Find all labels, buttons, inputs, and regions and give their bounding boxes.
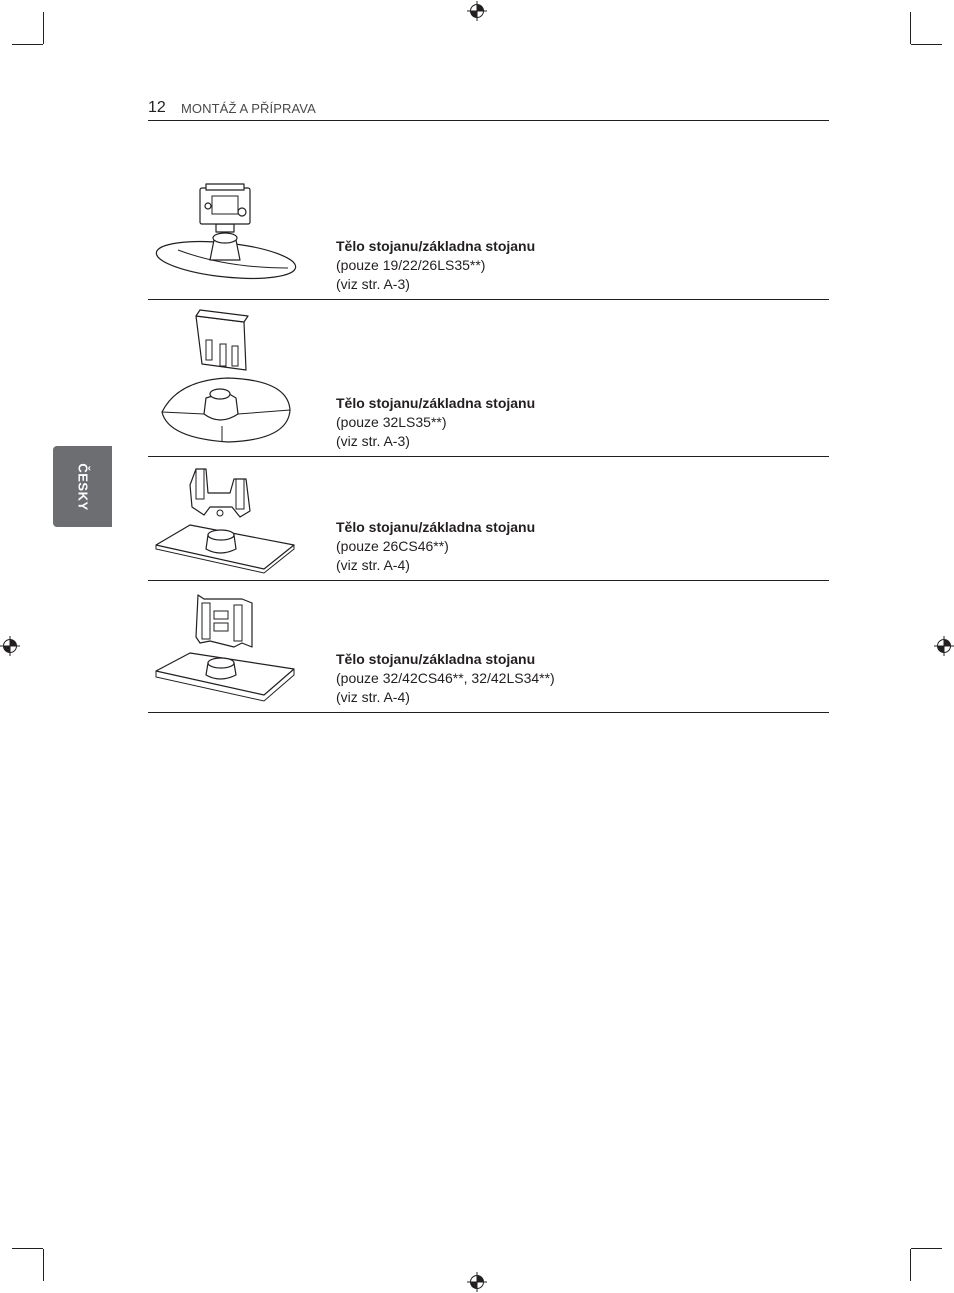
- language-tab-label: ČESKY: [75, 462, 90, 511]
- item-reference: (viz str. A-4): [336, 689, 410, 705]
- stand-body-base-rounded-icon: [148, 300, 318, 456]
- stand-body-base-large-rectangular-icon: [148, 581, 318, 712]
- item-title: Tělo stojanu/základna stojanu: [336, 519, 536, 535]
- item-models: (pouze 19/22/26LS35**): [336, 257, 486, 273]
- registration-mark-icon: [467, 1272, 487, 1292]
- item-reference: (viz str. A-3): [336, 276, 410, 292]
- page-number: 12: [148, 99, 166, 116]
- crop-mark: [910, 1249, 911, 1281]
- item-models: (pouze 32/42CS46**, 32/42LS34**): [336, 670, 555, 686]
- item-reference: (viz str. A-3): [336, 433, 410, 449]
- parts-row: [148, 457, 829, 581]
- item-title: Tělo stojanu/základna stojanu: [336, 395, 536, 411]
- parts-row: [148, 581, 829, 713]
- stand-body-base-oval-icon: [148, 180, 318, 299]
- parts-row: [148, 180, 829, 300]
- item-title: Tělo stojanu/základna stojanu: [336, 238, 536, 254]
- item-models: (pouze 26CS46**): [336, 538, 449, 554]
- registration-mark-icon: [934, 636, 954, 656]
- crop-mark: [910, 12, 911, 44]
- crop-mark: [12, 1248, 43, 1249]
- registration-mark-icon: [0, 636, 20, 656]
- crop-mark: [12, 44, 43, 45]
- stand-body-base-rectangular-icon: [148, 457, 318, 580]
- parts-row: [148, 300, 829, 457]
- page-header: [148, 98, 829, 121]
- crop-mark: [43, 12, 44, 44]
- item-models: (pouze 32LS35**): [336, 414, 447, 430]
- section-title: MONTÁŽ A PŘÍPRAVA: [181, 101, 316, 116]
- item-reference: (viz str. A-4): [336, 557, 410, 573]
- registration-mark-icon: [467, 1, 487, 21]
- item-title: Tělo stojanu/základna stojanu: [336, 651, 536, 667]
- crop-mark: [911, 44, 942, 45]
- crop-mark: [43, 1249, 44, 1281]
- language-tab: [53, 446, 112, 527]
- crop-mark: [911, 1248, 942, 1249]
